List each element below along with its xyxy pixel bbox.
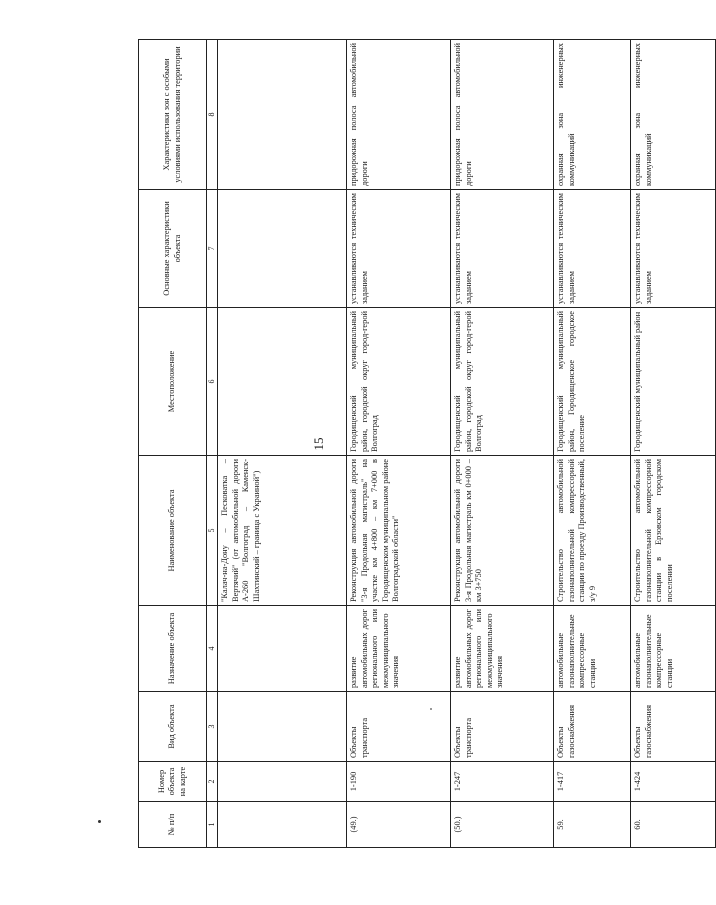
cell-location: Городищенский муниципальный район, городской округ город-герой Волгоград xyxy=(451,308,554,456)
cell-specs xyxy=(218,190,347,308)
cell-name: Реконструкция автомобильной дороги 3-я Продольная магистраль км 0+000 – км 3+750 xyxy=(451,456,554,606)
cell-zones xyxy=(218,40,347,190)
cell-kind: Объекты газоснабжения xyxy=(554,692,631,762)
scan-speck xyxy=(430,708,432,710)
cell-specs: устанавливаются техническим заданием xyxy=(347,190,451,308)
cell-zones: охранная зона инженерных коммуникаций xyxy=(554,40,631,190)
column-number: 7 xyxy=(207,190,218,308)
cell-location: Городищенский муниципальный район, городской округ город-герой Волгоград xyxy=(347,308,451,456)
cell-purpose: развитие автомобильных дорог регионального или межмуниципального значения xyxy=(451,606,554,692)
cell-index: 60. xyxy=(631,802,716,848)
cell-index xyxy=(218,802,347,848)
table-row xyxy=(631,40,716,848)
cell-purpose: автомобильные газонаполнительные компрессорные станции xyxy=(631,606,716,692)
cell-specs: устанавливаются техническим заданием xyxy=(631,190,716,308)
cell-kind: Объекты транспорта xyxy=(347,692,451,762)
cell-location xyxy=(218,308,347,456)
column-number: 6 xyxy=(207,308,218,456)
cell-map-number: 1-190 xyxy=(347,762,451,802)
table-row xyxy=(347,40,451,848)
cell-zones: придорожная полоса автомобильной дороги xyxy=(451,40,554,190)
table-row xyxy=(451,40,554,848)
cell-kind: Объекты транспорта xyxy=(451,692,554,762)
column-number: 1 xyxy=(207,802,218,848)
column-number: 5 xyxy=(207,456,218,606)
header-cell-location: Местоположение xyxy=(139,308,207,456)
header-cell-specs: Основные характеристики объекта xyxy=(139,190,207,308)
cell-location: Городищенский муниципальный район, Городищенское городское поселение xyxy=(554,308,631,456)
column-number: 4 xyxy=(207,606,218,692)
header-cell-purpose: Назначение объекта xyxy=(139,606,207,692)
cell-index: (50.) xyxy=(451,802,554,848)
header-cell-zones: Характеристики зон с особыми условиями использования территории xyxy=(139,40,207,190)
cell-purpose: развитие автомобильных дорог регионального или межмуниципального значения xyxy=(347,606,451,692)
cell-map-number: 1-247 xyxy=(451,762,554,802)
cell-name: Реконструкция автомобильной дороги "3-я Продольная магистраль" на участке км 4+800 – км 7+000 в Городищенском муниципальном районе Волгоградской области" xyxy=(347,456,451,606)
column-number: 2 xyxy=(207,762,218,802)
table-row-continuation xyxy=(218,40,347,848)
cell-purpose xyxy=(218,606,347,692)
header-cell-index: № п/п xyxy=(139,802,207,848)
cell-index: (49.) xyxy=(347,802,451,848)
cell-name: Строительство автомобильной газонаполнительной компрессорной станции в Ерзовском городском поселении xyxy=(631,456,716,606)
cell-location: Городищенский муниципальный район xyxy=(631,308,716,456)
cell-name: "Калач-на-Дону – Песковатка – Вертячий" (от автомобильной дороги А-260 "Волгоград – Каменск-Шахтинский – граница с Украиной") xyxy=(218,456,347,606)
cell-kind xyxy=(218,692,347,762)
register-table xyxy=(138,39,716,848)
cell-map-number: 1-417 xyxy=(554,762,631,802)
column-number: 3 xyxy=(207,692,218,762)
column-number: 8 xyxy=(207,40,218,190)
cell-kind: Объекты газоснабжения xyxy=(631,692,716,762)
cell-zones: придорожная полоса автомобильной дороги xyxy=(347,40,451,190)
cell-map-number: 1-424 xyxy=(631,762,716,802)
cell-purpose: автомобильные газонаполнительные компрессорные станции xyxy=(554,606,631,692)
header-cell-map-number: Номер объекта на карте xyxy=(139,762,207,802)
table-row xyxy=(554,40,631,848)
cell-map-number xyxy=(218,762,347,802)
page-number: 15 xyxy=(311,437,326,451)
cell-index: 59. xyxy=(554,802,631,848)
header-cell-name: Наименование объекта xyxy=(139,456,207,606)
cell-name: Строительство автомобильной газонаполнительной компрессорной станции по проезду Производственный, з/у 9 xyxy=(554,456,631,606)
column-number-row xyxy=(207,40,218,848)
cell-specs: устанавливаются техническим заданием xyxy=(451,190,554,308)
header-cell-kind: Вид объекта xyxy=(139,692,207,762)
table-header-row xyxy=(139,40,207,848)
cell-specs: устанавливаются техническим заданием xyxy=(554,190,631,308)
cell-zones: охранная зона инженерных коммуникаций xyxy=(631,40,716,190)
scan-dot-mark xyxy=(98,820,101,823)
